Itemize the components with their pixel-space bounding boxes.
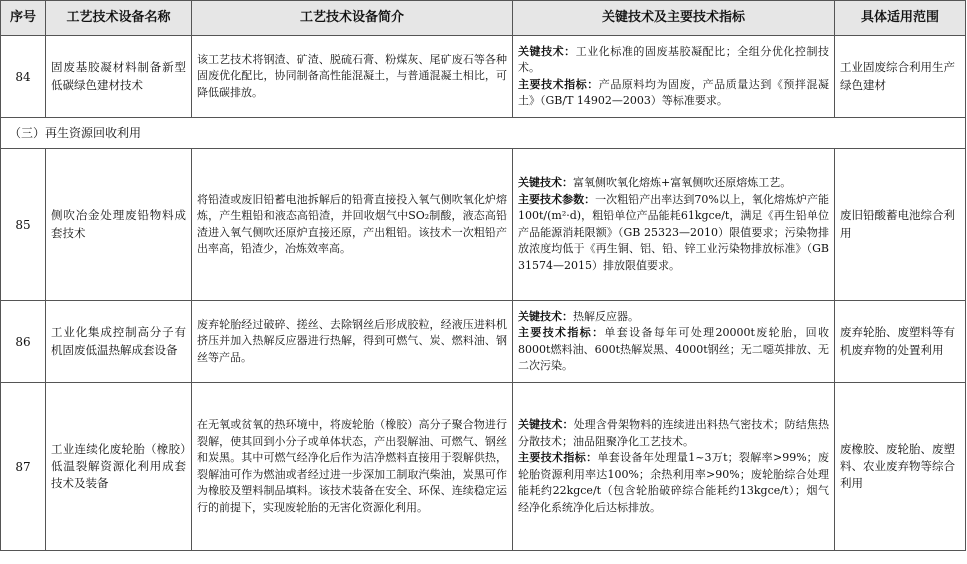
header-intro: 工艺技术设备简介 [192,1,513,36]
section-row [1,118,966,149]
row-intro: 该工艺技术将钢渣、矿渣、脱硫石膏、粉煤灰、尾矿废石等各种固废优化配比，协同制备高性能混凝土，与普通混凝土相比，可降低碳排放。 [192,36,513,118]
row-scope: 工业固废综合利用生产绿色建材 [835,36,966,118]
row-tech [513,383,835,551]
row-intro: 废弃轮胎经过破碎、搓丝、去除钢丝后形成胶粒，经液压进料机挤压并加入热解反应器进行热解，得到可燃气、炭、燃料油、钢丝等产品。 [192,301,513,383]
table-header-row [1,1,966,36]
tech-label: 关键技术： [518,44,576,58]
row-num: 84 [1,36,46,118]
tech-text: 富氧侧吹氧化熔炼+富氧侧吹还原熔炼工艺。 [573,176,792,189]
row-intro: 在无氧或贫氧的热环境中，将废轮胎（橡胶）高分子聚合物进行裂解，使其回到小分子或单体状态，产出裂解油、可燃气、钢丝和炭黑。其中可燃气经净化后作为洁净燃料直接用于裂解供热，裂解油可作为燃油或者经过进一步深加工制取汽柴油，炭黑可作为橡胶及塑料制品填料。该技术装备在安全、环保、连续稳定运行的前提下，实现废轮胎的无害化资源化利用。 [192,383,513,551]
tech-text: 一次粗铅产出率达到70%以上，氧化熔炼炉产能100t/(m²·d)，粗铅单位产品能耗61kgce/t，满足《再生铅单位产品能源消耗限额》（GB 25323—2010）限值要求；污染物排放浓度均低于《再生铜、铝、铅、锌工业污染物排放标准》（GB 31574—2015）排放限值要求。 [518,192,830,272]
row-name: 工业连续化废轮胎（橡胶）低温裂解资源化利用成套技术及装备 [46,383,192,551]
tech-label: 关键技术： [518,418,574,431]
tech-text: 单套设备年处理量1~3万t；裂解率>99%；废轮胎资源利用率达100%；余热利用率>90%；废轮胎综合处理能耗约22kgce/t（包含轮胎破碎综合能耗约13kgce/t）；烟气经净化系统净化后达标排放。 [518,451,829,514]
row-scope: 废橡胶、废轮胎、废塑料、农业废弃物等综合利用 [835,383,966,551]
header-name: 工艺技术设备名称 [46,1,192,36]
table-row [1,149,966,301]
row-tech [513,301,835,383]
table-row [1,301,966,383]
header-tech: 关键技术及主要技术指标 [513,1,835,36]
row-tech [513,149,835,301]
row-tech [513,36,835,118]
tech-label: 关键技术： [518,176,573,189]
table-row [1,383,966,551]
tech-text: 单套设备每年可处理20000t废轮胎，回收8000t燃料油、600t热解炭黑、4000t钢丝；无二噁英排放、无二次污染。 [518,326,830,372]
tech-label: 主要技术指标： [518,451,598,464]
row-scope: 废弃轮胎、废塑料等有机废弃物的处置利用 [835,301,966,383]
section-title: （三）再生资源回收利用 [1,118,966,149]
row-name: 侧吹冶金处理废铅物料成套技术 [46,149,192,301]
row-num: 87 [1,383,46,551]
header-num: 序号 [1,1,46,36]
row-name: 工业化集成控制高分子有机固废低温热解成套设备 [46,301,192,383]
row-num: 86 [1,301,46,383]
tech-text: 热解反应器。 [573,309,639,323]
row-scope: 废旧铅酸蓄电池综合利用 [835,149,966,301]
header-scope: 具体适用范围 [835,1,966,36]
tech-label: 主要技术指标： [518,326,605,339]
row-name: 固废基胶凝材料制备新型低碳绿色建材技术 [46,36,192,118]
table-row [1,36,966,118]
tech-label: 关键技术： [518,309,573,323]
tech-label: 主要技术参数： [518,192,596,206]
tech-label: 主要技术指标： [518,77,599,91]
row-num: 85 [1,149,46,301]
row-intro: 将铅渣或废旧铅蓄电池拆解后的铅膏直接投入氧气侧吹氧化炉熔炼，产生粗铅和液态高铅渣，并回收烟气中SO₂制酸，液态高铅渣进入氧气侧吹还原炉直接还原，产出粗铅。该技术一次粗铅产出率高，铅渣少，冶炼效率高。 [192,149,513,301]
tech-text: 处理含骨架物料的连续进出料热气密技术；防结焦热分散技术；油品阻聚净化工艺技术。 [518,418,830,448]
tech-text: 工业化标准的固废基胶凝配比；全组分优化控制技术。 [518,44,830,74]
tech-text: 产品原料均为固废，产品质量达到《预拌混凝土》（GB/T 14902—2003）等标准要求。 [518,77,830,107]
